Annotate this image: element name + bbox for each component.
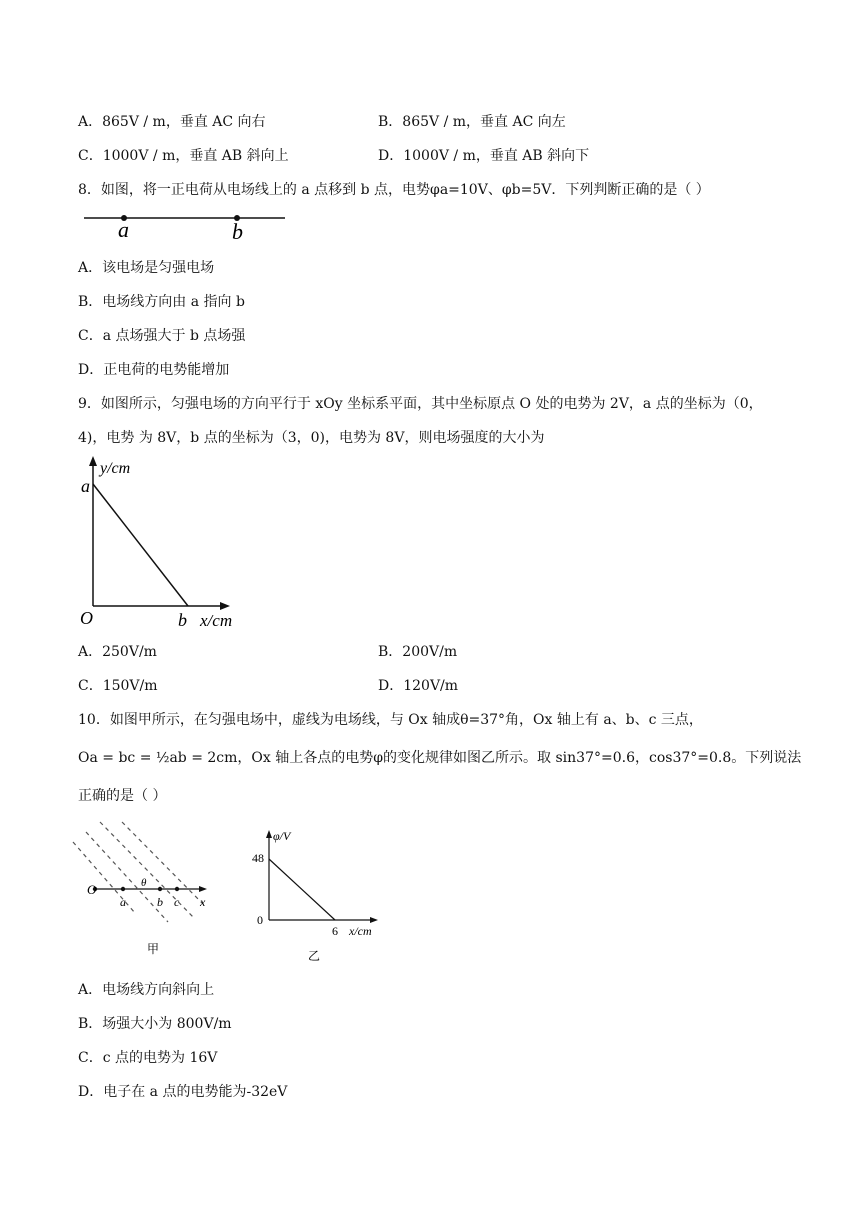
q8-label-b: b [232,219,243,244]
q9-label-o: O [80,608,93,628]
q8-label-a: a [118,217,129,242]
q9-label-b: b [178,610,187,630]
q10-jia-label-o: O [87,882,97,897]
q8-option-c: C．a 点场强大于 b 点场强 [78,328,246,344]
q9-option-b: B．200V/m [378,644,458,660]
q10-jia-label-c: c [174,895,180,909]
q9-label-a: a [81,476,90,496]
q7-option-c: C．1000V / m，垂直 AB 斜向上 [78,148,289,164]
q10-yi-x-tick: 6 [332,924,338,938]
q10-option-c: C．c 点的电势为 16V [78,1050,218,1066]
q9-stem-line1: 9．如图所示，匀强电场的方向平行于 xOy 坐标系平面，其中坐标原点 O 处的电势为 2V，a 点的坐标为（0， [78,396,763,412]
q10-yi-origin: 0 [257,913,263,927]
q9-option-c: C．150V/m [78,678,158,694]
q10-stem-line3: 正确的是（ ） [78,788,167,804]
q10-option-b: B．场强大小为 800V/m [78,1016,232,1032]
q8-option-d: D．正电荷的电势能增加 [78,362,230,378]
q10-jia-caption: 甲 [147,942,160,956]
q9-x-axis-label: x/cm [200,611,233,630]
q9-figure [76,456,276,636]
q8-option-b: B．电场线方向由 a 指向 b [78,294,245,310]
q7-option-b: B．865V / m，垂直 AC 向左 [378,114,566,130]
q10-yi-y-tick: 48 [252,851,264,865]
q10-jia-label-a: a [120,895,126,909]
q7-option-d: D．1000V / m，垂直 AB 斜向下 [378,148,590,164]
q9-option-a: A．250V/m [78,644,157,660]
q10-yi-y-axis-label: φ/V [273,829,291,843]
q10-jia-label-x: x [200,895,206,909]
q10-yi-x-axis-label: x/cm [349,924,372,938]
q10-yi-caption: 乙 [308,949,321,963]
q9-y-axis-label: y/cm [100,460,131,477]
q9-stem-line2: 4)，电势 为 8V，b 点的坐标为（3，0)，电势为 8V，则电场强度的大小为 [78,430,545,446]
q10-option-a: A．电场线方向斜向上 [78,982,215,998]
q8-option-a: A．该电场是匀强电场 [78,260,215,276]
q10-jia-label-theta: θ [141,877,147,889]
q10-stem-line2: Oa = bc = ½ab = 2cm，Ox 轴上各点的电势φ的变化规律如图乙所示。取 sin37°=0.6，cos37°=0.8。下列说法 [78,750,802,766]
q10-stem-line1: 10．如图甲所示，在匀强电场中，虚线为电场线，与 Ox 轴成θ=37°角，Ox 轴上有 a、b、c 三点， [78,712,703,728]
q10-figure-jia [70,818,220,968]
q10-option-d: D．电子在 a 点的电势能为-32eV [78,1084,288,1100]
q7-option-a: A．865V / m，垂直 AC 向右 [78,114,266,130]
q9-option-d: D．120V/m [378,678,459,694]
q10-jia-label-b: b [157,895,163,909]
q8-stem: 8．如图，将一正电荷从电场线上的 a 点移到 b 点，电势φa=10V、φb=5V．下列判断正确的是（ ） [78,182,710,198]
q8-figure [84,208,288,242]
q10-figure-yi [250,822,390,962]
